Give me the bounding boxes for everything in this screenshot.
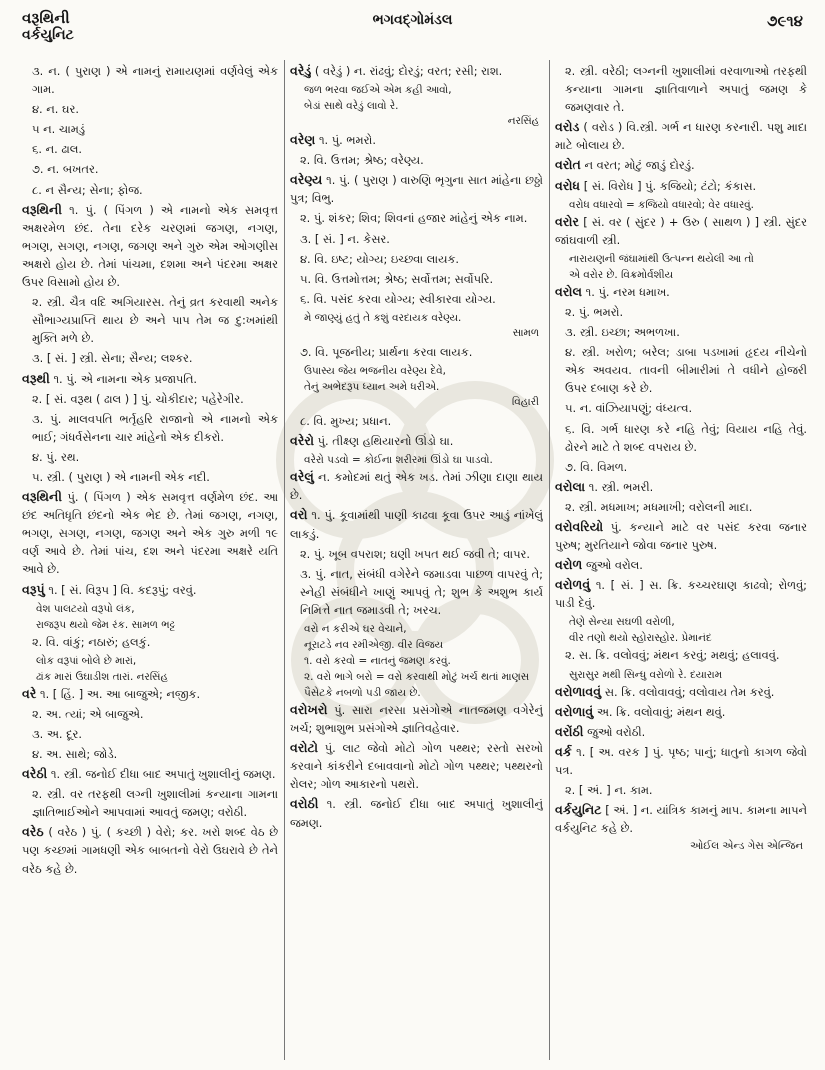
definition-text: ૮. ન સૈન્ય; સેના; ફોજ. [32,182,143,197]
definition-text: ૩. અ. દૂર. [32,726,82,741]
sense-entry [290,290,543,308]
definition-text: ૧. [ હિં. ] અ. આ બાજુએ; નજીક. [39,686,201,701]
definition-text: ૧. [ સં. ] સ. ક્રિ. કચ્ચરઘાણ કાઢવો; રોળવું; પાડી દેવું. [555,578,807,611]
quotation-line: ઢાંક મારાં ઉઘાડીશ તારાં. નરસિંહ [36,670,168,683]
sense-entry [22,725,278,743]
definition-text: ૨. વિ. ઉત્તમ; શ્રેષ્ઠ; વરેણ્ય. [300,153,424,168]
quotation-line: મે જાણ્યું હતું તે કશું વરદાયક વરેણ્ય. [304,311,462,324]
dictionary-entry [22,201,278,291]
definition-text: ૨. વિ. વાંકું; નઠારું; હલકું. [32,634,151,649]
dictionary-entry [290,432,543,450]
definition-text: ૧. સ્ત્રી. જનોઈ દીધા બાદ અપાતું ખુશાલીનું જમણ. [50,767,276,782]
headword: વરોટો [290,740,318,756]
definition-text: ૬. વિ. ગર્ભ ધારણ કરે નહિ તેવું; વિયાય નહિ તેવું. ઢોરને માટે તે શબ્દ વપરાય છે. [565,421,807,454]
definition-text: ૩. પું. નાત, સંબંધી વગેરેને જમાડવા પાછળ વાપરવું તે; સ્નેહી સંબંધીને ખાણું આપવું તે; શુભ કે અશુભ કાર્ય નિમિત્તે નાત જમાડવી તે; ખરચ. [300,566,543,617]
headword: વરેલું [290,469,314,485]
definition-text: ન વરત; મોટું જાડું દોરડું. [584,158,695,173]
definition-text: ૨. [ સં. વરૂથ ( ઢાલ ) ] પું. ચોકીદાર; પહેરેગીર. [32,391,244,406]
dictionary-entry [555,118,807,154]
dictionary-entry [555,743,807,779]
definition-text: ૭. વિ. પૂજનીય; પ્રાર્થના કરવા લાયક. [300,344,473,359]
definition-text: પું. લાટ જેવો મોટો ગોળ પથ્થર; રસ્તો સરખો કરવાને કાંકરીને દબાવવાનો મોટો ગોળ પથ્થર; પથ્થરનો રોલર; ગોળ આકારનો પથરો. [290,741,543,792]
definition-text: ૨. પું. ભમરો. [565,304,624,319]
definition-text: ૪. ન. ઘર. [32,102,79,117]
sense-entry [555,420,807,456]
sense-entry [290,250,543,268]
quotation-line: વરેરો પડવો = કોઈના શરીરમાં ઊંડો ઘા પાડવો. [304,454,493,467]
definition-text: [ અં. ] ન. યાંત્રિક કામનું માપ. કામના માપને વર્કયુનિટ કહે છે. [555,803,807,836]
headword: વરોર [555,213,580,229]
quotation-line: સુરાસુર મથી સિન્ધુ વરોળો રે. દયારામ [569,668,723,681]
column-2 [290,62,543,1062]
headword: વરોવરિયો [555,518,604,534]
definition-text: ૩. [ સં. ] ન. કેસર. [300,231,390,246]
sense-entry [22,468,278,486]
sense-entry [22,745,278,763]
sense-entry [555,343,807,397]
dictionary-entry [555,213,807,249]
definition-text: ૫. વિ. ઉત્તમોત્તમ; શ્રેષ્ઠ; સર્વોત્તમ; સર્વોપરિ. [300,271,494,286]
sense-entry [22,293,278,347]
sense-entry [22,349,278,367]
definition-text: ૧. પું. નરમ ધમાખ. [585,284,670,299]
sense-entry [555,399,807,417]
sense-entry [555,458,807,476]
dictionary-entry [555,518,807,554]
headword: વરૂપું [22,581,45,597]
sense-entry [22,390,278,408]
definition-text: ૧. [ અ. વરક ] પું. પૃષ્ઠ; પાનું; ધાતુનો કાગળ જેવો પત્ર. [555,744,807,777]
headword: વરોઠી [290,796,319,812]
headword: વરોળવું [555,577,591,593]
sense-entry [555,498,807,516]
dictionary-entry [555,801,807,837]
sense-entry [22,633,278,651]
headword: વરેણ [290,132,316,148]
page-header [0,6,825,46]
column-divider [549,60,550,1060]
definition-text: ૩. ન. ( પુરાણ ) એ નામનું રામાયણમાં વર્ણવેલું એક ગામ. [32,64,278,97]
definition-text: ૧. સ્ત્રી. જનોઈ દીધા બાદ અપાતું ખુશાલીનું જમણ. [290,797,543,830]
column-3 [555,62,807,1062]
quotation-line: વરોધ વધારવો = કજિયો વધારવો; વેર વધારવું. [569,198,754,211]
definition-text: ૬. વિ. પસંદ કરવા યોગ્ય; સ્વીકારવા યોગ્ય. [300,291,496,306]
definition-text: ન. કમોદમાં થતું એક ખડ. તેમાં ઝીણા દાણા થાય છે. [290,470,543,503]
definition-text: ૧. પું. ( પિંગળ ) એ નામનો એક સમવૃત્ત અક્ષરમેળ છંદ. તેના દરેક ચરણમાં જગણ, નગણ, ભગણ, સગણ, નગણ, જગણ અને ગુરુ એમ ઓગણીસ અક્ષરો હોય છે. તેમાં પાંચમા, દશમા અને પંદરમા અક્ષર ઉપર વિસામો હોય છે. [22,202,278,290]
column-1 [22,62,278,1062]
headword: વરૂથી [22,370,50,386]
quotation-line: રાજરૂપ થયો જેમ રંક. સામળ ભટ્ટ [36,618,176,631]
dictionary-entry [555,478,807,496]
definition-text: ૨. પું. શંકર; શિવ; શિવનાં હજાર માંહેનું એક નામ. [300,211,528,226]
quotation-line: ૨. વરો ભાગે બરો = વરો કરવાથી મોટું ખર્ચ થતાં માણસ પૈસેટકે નબળો પડી જાય છે. [304,670,530,699]
headword: વરોધ [555,177,581,193]
sense-entry [22,448,278,466]
headword: વરોળાવવું [555,683,602,699]
dictionary-entry [290,795,543,831]
definition-text: ૭. ન. બખતર. [32,162,99,177]
dictionary-entry [555,683,807,701]
quotation-line: લોક વરૂપાં બોલે છે મારાં, [36,654,137,667]
dictionary-entry [555,703,807,721]
quotation-line: તેનું અભેદરૂપ ધ્યાન અમે ધરીએ. [304,381,440,394]
column-divider [284,60,285,1060]
quotation-line: વીર તણો થયો સ્હોરાસ્હોર. પ્રેમાનંદ [569,632,712,645]
dictionary-entry [290,701,543,737]
definition-text: ૧. [ સં. વિરૂપ ] વિ. કદરૂપું; વરવું. [48,582,197,597]
quotation-line: વરો ન કરીએ ઘર વેચાને, [304,622,407,635]
sense-entry [22,120,278,138]
definition-text: ૩. સ્ત્રી. ઇચ્છા; અભળખા. [565,325,680,340]
sense-entry [290,343,543,361]
definition-text: પું. કન્યાને માટે વર પસંદ કરવા જનાર પુરુષ; મુરતિયાને જોવા જનાર પુરુષ. [555,519,807,553]
dictionary-entry [22,765,278,783]
definition-text: ૧. સ્ત્રી. ભમરી. [588,479,654,494]
definition-text: ૪. અ. સાથે; જોડે. [32,747,118,761]
definition-text: પું. સારા નરસા પ્રસંગોએ નાતજમણ વગેરેનું ખર્ચ; શુભાશુભ પ્રસંગોએ જ્ઞાતિવહેવાર. [290,702,543,736]
definition-text: પું. ( પિંગળ ) એક સમવૃત્ત વર્ણમેળ છંદ. આ છંદ અતિધૃતિ છંદનો એક ભેદ છે. તેમાં જગણ, નગણ, ભગણ, સગણ, નગણ, જગણ અને એક ગુરુ મળી ૧૯ વર્ણ આવે છે. તેમાં પાંચ, દશ અને પંદરમા અક્ષરે યતિ આવે છે. [22,490,278,577]
quotation-line: એ વરોર છે. વિક્રમોર્વશીય [569,268,674,281]
definition-text: ૬. ન. ઢાલ. [32,142,83,157]
quotation-line: ઉપાસ્ય જેય ભજનીય વરેણ્ય દેવે, [304,365,446,378]
headword: વરોળાવું [555,703,594,719]
quotation-line: નૂરાટડે નવ રમીએજી. વીર વિજય [304,638,444,651]
definition-text: ૮. વિ. મુખ્ય; પ્રધાન. [300,414,392,429]
headword: વરો [290,507,308,523]
sense-entry [22,140,278,158]
sense-entry [290,545,543,563]
headword: વરેરો [290,433,315,449]
definition-text: ૨. અ. ત્યાં; એ બાજુએ. [32,706,144,721]
sense-entry [555,781,807,799]
definition-text: ૧. પું. કૂવામાંથી પાણી કાઢવા કૂવા ઉપર આડું નાંખેલું લાકડું. [290,508,543,541]
quotation-author: નરસિંહ [507,115,539,128]
sense-entry [22,785,278,821]
definition-text: ૪. પું. રથ. [32,449,80,464]
sense-entry [290,270,543,288]
quotation-author: સામળ [512,326,539,339]
sense-entry [290,412,543,430]
definition-text: ૪. વિ. ઇષ્ટ; યોગ્ય; ઇચ્છવા લાયક. [300,251,460,266]
definition-text: ૨. સ્ત્રી. ચૈત્ર વદિ અગિયારસ. તેનું વ્રત કરવાથી અનેક સૌભાગ્યપ્રાપ્તિ થાય છે અને પાપ તેમ જ દુ:ખમાંથી મુક્તિ મળે છે. [32,295,278,346]
definition-text: ૨. સ્ત્રી. મધમાખ; મધમાખી; વરોલની માદા. [565,499,753,514]
headword: વરોંઠી [555,723,584,739]
sense-entry [290,151,543,169]
sense-entry [22,410,278,446]
quotation-line: બેડાં સાથે વરેડું લાવો રે. [304,100,399,113]
headword: વર્કયુનિટ [555,802,602,818]
dictionary-entry [555,283,807,301]
headword: વરૂથિની [22,489,63,505]
dictionary-entry [22,823,278,877]
quotation-line: વેશ પાલટયો વરૂપો લંક, [36,602,135,615]
definition-text: ( વરોડ ) વિ.સ્ત્રી. ગર્ભ ન ધારણ કરનારી. પશુ માદા માટે બોલાય છે. [555,120,807,153]
dictionary-entry [555,576,807,612]
definition-text: ૫. ન. વાંઝિયાપણું; વંધ્યત્વ. [565,401,693,416]
definition-text: ૨. સ્ત્રી. વરેઠી; લગ્નની ખુશાલીમાં વરવાળાઓ તરફથી કન્યાના ગામના જ્ઞાતિવાળાને અપાતું જમણ કે જમણવાર તે. [565,64,807,115]
guide-word-first: વરૂથિની [22,9,70,27]
sense-entry [22,62,278,98]
headword: વર્ક [555,743,572,759]
headword: વરોળ [555,557,583,573]
definition-text: જુઓ વરોઠી. [587,724,646,739]
dictionary-entry [22,488,278,578]
definition-text: ૪. સ્ત્રી. ખરોળ; બરેલ; ડાબા પડખામાં હૃદય નીચેનો એક અવયવ. તાવની બીમારીમાં તે વધીને હોજરી ઉપર દબાણ કરે છે. [565,345,807,396]
sense-entry [22,181,278,199]
dictionary-entry [290,62,543,80]
dictionary-entry [22,685,278,703]
definition-text: ૧. પું. એ નામના એક પ્રજાપતિ. [53,371,198,386]
sense-entry [290,565,543,619]
sense-entry [22,100,278,118]
sense-entry [22,705,278,723]
definition-text: ૨. સ્ત્રી. વર તરફથી લગ્ની ખુશાલીમાં કન્યાના ગામના જ્ઞાતિભાઈઓને આપવામાં આવતું જમણ; વરોઠી. [32,787,278,820]
dictionary-entry [290,739,543,793]
dictionary-entry [290,506,543,542]
definition-text: ૨. પું. ખૂબ વપરાશ; ઘણી ખપત થઈ જવી તે; વાપર. [300,546,530,561]
definition-text: ૧. પું. ભમરો. [318,133,376,148]
headword: વરોખરો [290,701,328,717]
headword: વરે [22,685,37,701]
definition-text: જુઓ વરોલ. [585,558,643,573]
headword: વરોલ [555,283,583,299]
definition-text: ૨. સ. ક્રિ. વલોવવું; મંથન કરવું; મથવું; હલાવવું. [565,648,780,663]
sense-entry [290,209,543,227]
definition-text: [ સં. વિરોધ ] પું. કજિયો; ટંટો; કંકાસ. [583,178,757,193]
sense-entry [555,303,807,321]
guide-word-last: વર્કયુનિટ [22,27,74,43]
headword: વરેઠ [22,824,44,840]
dictionary-entry [555,156,807,174]
headword: વરૂથિની [22,201,63,217]
definition-text: સ. ક્રિ. વલોવાવવું; વલોવાય તેમ કરવું. [604,684,775,699]
definition-text: ( વરેઠ ) પું. ( કચ્છી ) વેરો; કર. ખરો શબ્દ વેઠ છે પણ કચ્છમાં ગામધણી એક બાબતનો વેરો ઉઘરાવે છે તેને વરેઠ કહે છે. [22,825,278,876]
quotation-line: ૧. વરો કરવો = નાતનું જમણ કરવું. [304,654,451,667]
sense-entry [22,160,278,178]
headword: વરોત [555,157,581,173]
dictionary-entry [555,556,807,574]
page-number: ૭૯૧૪ [767,12,803,30]
sense-entry [555,323,807,341]
headword: વરેઠી [22,766,48,782]
book-title: ભગવદ્ગોમંડલ [372,12,453,28]
dictionary-entry [555,723,807,741]
quotation-line: જળ ભરવા જઈએ એમ કહી આવો, [304,84,452,97]
definition-text: ૩. પું. માલવપતિ ભર્તૃહરિ રાજાનો એ નામનો એક ભાઈ; ગંધર્વસેનના ચાર માંહેનો એક દીકરો. [32,411,278,444]
definition-text: ૭. વિ. વિમળ. [565,459,628,474]
dictionary-entry [555,177,807,195]
dictionary-entry [290,468,543,504]
dictionary-entry [290,131,543,149]
definition-text: અ. ક્રિ. વલોવાવું; મંથન થવું. [596,704,726,719]
quotation-line: તેણે સેન્યા સઘળી વરોળી, [569,616,675,629]
definition-text: પું. તીક્ષ્ણ હથિયારનો ઊંડો ઘા. [317,434,454,449]
headword: વરોલા [555,478,586,494]
headword: વરેડું [290,63,312,78]
definition-text: ૫ ન. ચામડું [32,122,86,137]
definition-text: ૨. [ અં. ] ન. કામ. [565,783,653,797]
dictionary-entry [22,370,278,388]
headword: વરેણ્ય [290,172,323,188]
quotation-line: નારાયણની જંઘામાંથી ઉત્પન્ન થયેલી આ તો [569,252,754,265]
headword: વરોડ [555,119,580,135]
definition-text: ૩. [ સં. ] સ્ત્રી. સેના; સૈન્ય; લશ્કર. [32,351,193,366]
quotation-author: વિહારી [511,396,539,409]
sense-entry [290,230,543,248]
dictionary-entry [290,171,543,207]
sense-entry [555,62,807,116]
definition-text: ૧. પું. ( પુરાણ ) વારુણિ ભૃગુના સાત માંહેના છઠ્ઠો પુત્ર; વિભુ. [290,173,543,206]
definition-text: [ સં. વર ( સુંદર ) + ઉરુ ( સાથળ ) ] સ્ત્રી. સુંદર જાંઘવાળી સ્ત્રી. [555,214,807,247]
dictionary-entry [22,581,278,599]
sense-entry [555,646,807,664]
quotation-author: ઓઈલ એન્ડ ગેસ એન્જિન [690,840,803,853]
definition-text: ૫. સ્ત્રી. ( પુરાણ ) એ નામની એક નદી. [32,469,210,484]
definition-text: ( વરેડું ) ન. રાંઢવું; દોરડું; વરત; રસી; રાશ. [314,64,503,78]
